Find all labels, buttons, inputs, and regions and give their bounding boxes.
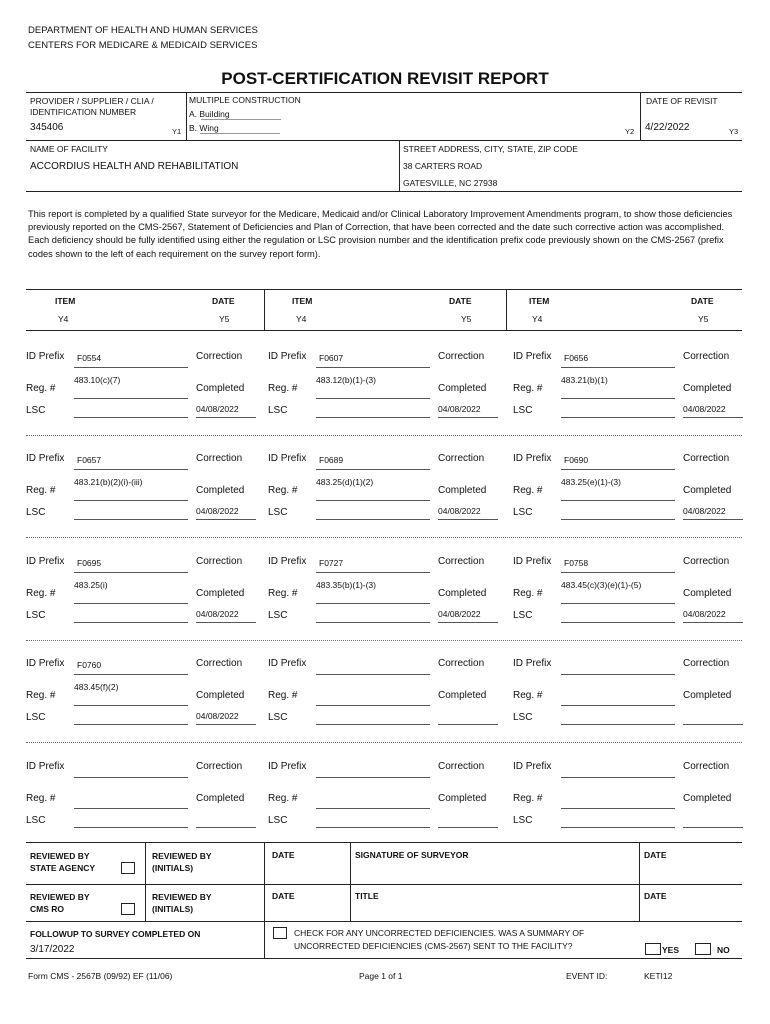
reg-number-value[interactable]: 483.21(b)(2)(i)-(iii) — [74, 477, 143, 487]
reg-number-value[interactable]: 483.35(b)(1)-(3) — [316, 580, 376, 590]
deficiency-entry — [26, 761, 266, 849]
col1-item-header: ITEM — [55, 296, 76, 306]
id-prefix-value[interactable]: F0607 — [319, 353, 344, 363]
construction-wing: B. Wing — [189, 123, 219, 133]
completed-label: Completed — [438, 383, 487, 394]
reg-number-value[interactable]: 483.45(f)(2) — [74, 682, 119, 692]
yes-checkbox[interactable] — [645, 943, 661, 955]
reg-number-label: Reg. # — [513, 793, 543, 804]
department-name: DEPARTMENT OF HEALTH AND HUMAN SERVICES — [28, 25, 258, 36]
col2-date-code: Y5 — [461, 314, 472, 324]
form-number: Form CMS - 2567B (09/92) EF (11/06) — [28, 971, 173, 981]
id-prefix-value[interactable]: F0695 — [77, 558, 102, 568]
event-id-value: KETI12 — [644, 971, 673, 981]
id-prefix-label: ID Prefix — [513, 761, 552, 772]
lsc-label: LSC — [268, 507, 288, 518]
reg-number-value[interactable]: 483.45(c)(3)(e)(1)-(5) — [561, 580, 642, 590]
completed-label: Completed — [196, 588, 245, 599]
correction-label: Correction — [438, 351, 485, 362]
reg-number-label: Reg. # — [26, 690, 56, 701]
correction-label: Correction — [196, 556, 243, 567]
id-prefix-label: ID Prefix — [26, 351, 65, 362]
id-prefix-label: ID Prefix — [268, 351, 307, 362]
reg-number-value[interactable]: 483.10(c)(7) — [74, 375, 121, 385]
completed-date[interactable]: 04/08/2022 — [196, 506, 239, 516]
correction-label: Correction — [438, 761, 485, 772]
signature-date-label: DATE — [644, 850, 667, 860]
deficiency-entry — [26, 556, 266, 644]
completed-label: Completed — [683, 588, 732, 599]
review-date-label: DATE — [272, 850, 295, 860]
id-prefix-value[interactable]: F0690 — [564, 455, 589, 465]
deficiency-entry — [26, 658, 266, 746]
completed-label: Completed — [196, 690, 245, 701]
correction-label: Correction — [438, 453, 485, 464]
correction-label: Correction — [683, 761, 730, 772]
correction-label: Correction — [196, 453, 243, 464]
reg-number-label: Reg. # — [268, 383, 298, 394]
row-separator — [26, 435, 742, 436]
deficiency-entry — [513, 658, 753, 746]
lsc-label: LSC — [513, 815, 533, 826]
reviewed-cms-ro-label: REVIEWED BY CMS RO — [30, 892, 90, 914]
lsc-label: LSC — [26, 712, 46, 723]
col3-date-header: DATE — [691, 296, 714, 306]
id-prefix-label: ID Prefix — [268, 658, 307, 669]
col3-item-code: Y4 — [532, 314, 543, 324]
completed-date[interactable]: 04/08/2022 — [196, 711, 239, 721]
row-separator — [26, 640, 742, 641]
reg-number-label: Reg. # — [268, 690, 298, 701]
no-label: NO — [717, 945, 730, 955]
correction-label: Correction — [438, 556, 485, 567]
lsc-label: LSC — [268, 712, 288, 723]
cms-ro-checkbox[interactable] — [121, 903, 135, 915]
completed-label: Completed — [438, 793, 487, 804]
completed-label: Completed — [438, 485, 487, 496]
facility-name: ACCORDIUS HEALTH AND REHABILITATION — [30, 161, 239, 172]
reg-number-label: Reg. # — [513, 383, 543, 394]
completed-label: Completed — [196, 793, 245, 804]
id-prefix-value[interactable]: F0656 — [564, 353, 589, 363]
id-prefix-label: ID Prefix — [513, 556, 552, 567]
construction-code: Y2 — [625, 127, 635, 136]
reg-number-label: Reg. # — [26, 588, 56, 599]
completed-date[interactable]: 04/08/2022 — [196, 404, 239, 414]
col3-item-header: ITEM — [529, 296, 550, 306]
id-prefix-label: ID Prefix — [26, 453, 65, 464]
correction-label: Correction — [196, 658, 243, 669]
col1-date-code: Y5 — [219, 314, 230, 324]
page-number: Page 1 of 1 — [359, 971, 403, 981]
reg-number-label: Reg. # — [26, 485, 56, 496]
correction-label: Correction — [683, 556, 730, 567]
deficiency-entry — [268, 556, 508, 644]
reg-number-label: Reg. # — [513, 690, 543, 701]
correction-label: Correction — [683, 351, 730, 362]
correction-label: Correction — [196, 351, 243, 362]
id-prefix-label: ID Prefix — [26, 658, 65, 669]
id-prefix-label: ID Prefix — [26, 556, 65, 567]
revisit-date: 4/22/2022 — [645, 122, 690, 133]
title-date-label: DATE — [644, 891, 667, 901]
id-prefix-label: ID Prefix — [513, 453, 552, 464]
correction-label: Correction — [683, 658, 730, 669]
event-id-label: EVENT ID: — [566, 971, 608, 981]
deficiency-entry — [268, 453, 508, 541]
address-line2: GATESVILLE, NC 27938 — [403, 178, 498, 188]
uncorrected-question: CHECK FOR ANY UNCORRECTED DEFICIENCIES. WAS A SUMMARY OF UNCORRECTED DEFICIENCIES (CMS-2567) SENT TO THE FACILITY? — [294, 928, 585, 951]
deficiency-entry — [513, 761, 753, 849]
reg-number-label: Reg. # — [268, 793, 298, 804]
col3-date-code: Y5 — [698, 314, 709, 324]
id-prefix-label: ID Prefix — [268, 761, 307, 772]
completed-date[interactable]: 04/08/2022 — [683, 506, 726, 516]
id-prefix-value[interactable]: F0760 — [77, 660, 102, 670]
completed-label: Completed — [683, 793, 732, 804]
uncorrected-checkbox[interactable] — [273, 927, 287, 939]
reg-number-label: Reg. # — [513, 485, 543, 496]
col2-date-header: DATE — [449, 296, 472, 306]
lsc-label: LSC — [513, 712, 533, 723]
deficiency-entry — [513, 351, 753, 439]
reg-number-label: Reg. # — [268, 485, 298, 496]
col2-item-header: ITEM — [292, 296, 313, 306]
title-label: TITLE — [355, 891, 379, 901]
revisit-label: DATE OF REVISIT — [646, 96, 718, 106]
completed-date[interactable]: 04/08/2022 — [438, 404, 481, 414]
completed-date[interactable]: 04/08/2022 — [438, 609, 481, 619]
lsc-label: LSC — [26, 815, 46, 826]
construction-building: A. Building — [189, 109, 230, 119]
deficiency-entry — [26, 453, 266, 541]
completed-label: Completed — [196, 383, 245, 394]
reg-number-value[interactable]: 483.12(b)(1)-(3) — [316, 375, 376, 385]
instructions-paragraph: This report is completed by a qualified State surveyor for the Medicare, Medicaid and/or Clinical Laboratory Improvement Amendments program, to show those deficiencies previously reported on the CMS-2567, Statement of Deficiencies and Plan of Correction, that have been corrected and the date such corrective action was accomplished. Each deficiency should be fully identified using either the regulation or LSC provision number and the identification prefix code previously shown on the CMS-2567 (prefix codes shown to the left of each requirement on the survey report form). — [28, 209, 733, 259]
yes-label: YES — [662, 945, 680, 955]
row-separator — [26, 742, 742, 743]
col2-item-code: Y4 — [296, 314, 307, 324]
construction-label: MULTIPLE CONSTRUCTION — [189, 95, 301, 105]
correction-label: Correction — [438, 658, 485, 669]
col1-date-header: DATE — [212, 296, 235, 306]
id-prefix-value[interactable]: F0689 — [319, 455, 344, 465]
lsc-label: LSC — [26, 610, 46, 621]
followup-label: FOLLOWUP TO SURVEY COMPLETED ON — [30, 929, 201, 939]
reg-number-label: Reg. # — [26, 793, 56, 804]
address-label: STREET ADDRESS, CITY, STATE, ZIP CODE — [403, 144, 578, 154]
revisit-code: Y3 — [729, 127, 739, 136]
provider-number: 345406 — [30, 122, 64, 133]
reg-number-label: Reg. # — [513, 588, 543, 599]
address-line1: 38 CARTERS ROAD — [403, 161, 483, 171]
deficiency-entry — [513, 556, 753, 644]
correction-label: Correction — [683, 453, 730, 464]
id-prefix-label: ID Prefix — [268, 556, 307, 567]
completed-label: Completed — [196, 485, 245, 496]
completed-label: Completed — [683, 485, 732, 496]
completed-date[interactable]: 04/08/2022 — [438, 506, 481, 516]
surveyor-signature-label: SIGNATURE OF SURVEYOR — [355, 850, 469, 860]
review-date-2-label: DATE — [272, 891, 295, 901]
provider-label: PROVIDER / SUPPLIER / CLIA / IDENTIFICATION NUMBER — [30, 96, 154, 117]
centers-name: CENTERS FOR MEDICARE & MEDICAID SERVICES — [28, 40, 258, 51]
no-checkbox[interactable] — [695, 943, 711, 955]
col1-item-code: Y4 — [58, 314, 69, 324]
lsc-label: LSC — [268, 815, 288, 826]
lsc-label: LSC — [268, 405, 288, 416]
reviewed-initials-label: REVIEWED BY (INITIALS) — [152, 851, 212, 873]
id-prefix-label: ID Prefix — [268, 453, 307, 464]
reg-number-label: Reg. # — [268, 588, 298, 599]
row-separator — [26, 537, 742, 538]
state-agency-checkbox[interactable] — [121, 862, 135, 874]
lsc-label: LSC — [513, 610, 533, 621]
followup-date: 3/17/2022 — [30, 944, 75, 955]
lsc-label: LSC — [26, 507, 46, 518]
deficiency-entry — [268, 351, 508, 439]
reg-number-value[interactable]: 483.25(d)(1)(2) — [316, 477, 374, 487]
reviewed-state-agency-label: REVIEWED BY STATE AGENCY — [30, 851, 96, 873]
completed-label: Completed — [438, 690, 487, 701]
reg-number-value[interactable]: 483.25(e)(1)-(3) — [561, 477, 621, 487]
reviewed-initials-2-label: REVIEWED BY (INITIALS) — [152, 892, 212, 914]
lsc-label: LSC — [268, 610, 288, 621]
deficiency-entry — [513, 453, 753, 541]
deficiency-entry — [268, 761, 508, 849]
provider-code: Y1 — [172, 127, 182, 136]
completed-label: Completed — [683, 690, 732, 701]
id-prefix-label: ID Prefix — [513, 351, 552, 362]
id-prefix-label: ID Prefix — [513, 658, 552, 669]
lsc-label: LSC — [513, 405, 533, 416]
id-prefix-value[interactable]: F0657 — [77, 455, 102, 465]
id-prefix-value[interactable]: F0727 — [319, 558, 344, 568]
correction-label: Correction — [196, 761, 243, 772]
id-prefix-label: ID Prefix — [26, 761, 65, 772]
reg-number-value[interactable]: 483.21(b)(1) — [561, 375, 608, 385]
completed-date[interactable]: 04/08/2022 — [196, 609, 239, 619]
id-prefix-value[interactable]: F0758 — [564, 558, 589, 568]
deficiency-entry — [268, 658, 508, 746]
reg-number-label: Reg. # — [26, 383, 56, 394]
report-title: POST-CERTIFICATION REVISIT REPORT — [221, 69, 549, 88]
completed-label: Completed — [438, 588, 487, 599]
deficiency-entry — [26, 351, 266, 439]
completed-date[interactable]: 04/08/2022 — [683, 609, 726, 619]
id-prefix-value[interactable]: F0554 — [77, 353, 102, 363]
reg-number-value[interactable]: 483.25(i) — [74, 580, 108, 590]
facility-label: NAME OF FACILITY — [30, 144, 108, 154]
lsc-label: LSC — [513, 507, 533, 518]
completed-label: Completed — [683, 383, 732, 394]
lsc-label: LSC — [26, 405, 46, 416]
completed-date[interactable]: 04/08/2022 — [683, 404, 726, 414]
